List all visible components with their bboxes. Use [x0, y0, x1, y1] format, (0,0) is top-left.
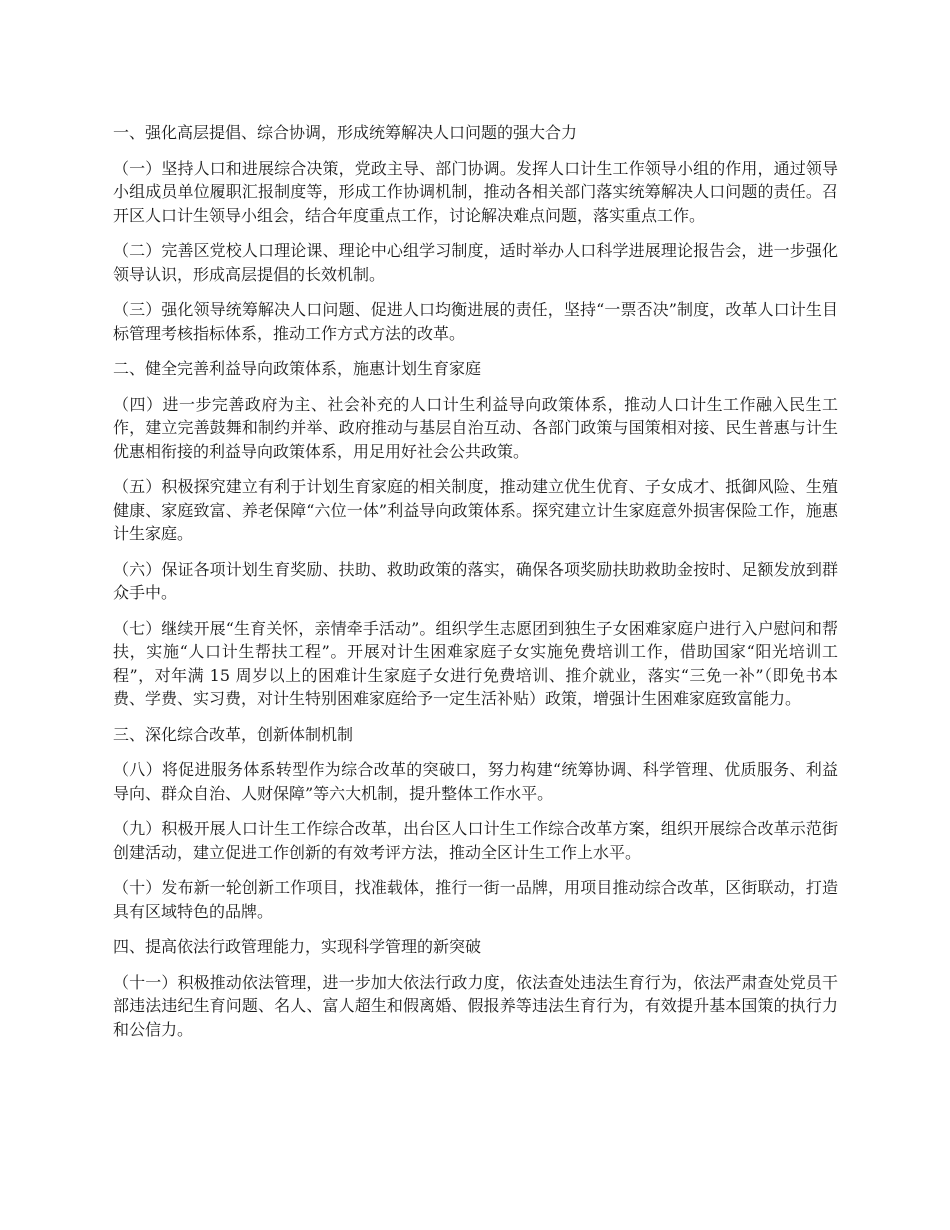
paragraph-3: （三）强化领导统筹解决人口问题、促进人口均衡进展的责任，坚持“一票否决”制度，改革人口计生目标管理考核指标体系，推动工作方式方法的改革。	[113, 300, 838, 343]
paragraph-5: （五）积极探究建立有利于计划生育家庭的相关制度，推动建立优生优育、子女成才、抵御风险、生殖健康、家庭致富、养老保障“六位一体”利益导向政策体系。探究建立计生家庭意外损害保险工作，施惠计生家庭。	[113, 477, 838, 543]
section-heading-3: 三、深化综合改革，创新体制机制	[113, 724, 354, 744]
paragraph-2: （二）完善区党校人口理论课、理论中心组学习制度，适时举办人口科学进展理论报告会，进一步强化领导认识，形成高层提倡的长效机制。	[113, 241, 838, 284]
paragraph-1: （一）坚持人口和进展综合决策，党政主导、部门协调。发挥人口计生工作领导小组的作用，通过领导小组成员单位履职汇报制度等，形成工作协调机制，推动各相关部门落实统筹解决人口问题的责任。召开区人口计生领导小组会，结合年度重点工作，讨论解决难点问题，落实重点工作。	[113, 158, 838, 225]
section-heading-1: 一、强化高层提倡、综合协调，形成统筹解决人口问题的强大合力	[113, 123, 578, 142]
paragraph-9: （九）积极开展人口计生工作综合改革，出台区人口计生工作综合改革方案，组织开展综合改革示范街创建活动，建立促进工作创新的有效考评方法，推动全区计生工作上水平。	[113, 819, 838, 862]
section-heading-2: 二、健全完善利益导向政策体系，施惠计划生育家庭	[113, 359, 482, 378]
paragraph-8: （八）将促进服务体系转型作为综合改革的突破口，努力构建“统筹协调、科学管理、优质服务、利益导向、群众自治、人财保障”等六大机制，提升整体工作水平。	[113, 760, 838, 803]
document-page	[113, 121, 838, 1053]
paragraph-4: （四）进一步完善政府为主、社会补充的人口计生利益导向政策体系，推动人口计生工作融入民生工作，建立完善鼓舞和制约并举、政府推动与基层自治互动、各部门政策与国策相对接、民生普惠与计生优惠相衔接的利益导向政策体系，用足用好社会公共政策。	[113, 394, 838, 461]
paragraph-11: （十一）积极推动依法管理，进一步加大依法行政力度，依法查处违法生育行为，依法严肃查处党员干部违法违纪生育问题、名人、富人超生和假离婚、假报养等违法生育行为，有效提升基本国策的执行力和公信力。	[113, 972, 838, 1039]
section-heading-4: 四、提高依法行政管理能力，实现科学管理的新突破	[113, 937, 482, 956]
paragraph-10: （十）发布新一轮创新工作项目，找准载体，推行一街一品牌，用项目推动综合改革，区街联动，打造具有区域特色的品牌。	[113, 878, 838, 921]
paragraph-6: （六）保证各项计划生育奖励、扶助、救助政策的落实，确保各项奖励扶助救助金按时、足额发放到群众手中。	[113, 559, 838, 602]
paragraph-7: （七）继续开展“生育关怀，亲情牵手活动”。组织学生志愿团到独生子女困难家庭户进行入户慰问和帮扶，实施“人口计生帮扶工程”。开展对计生困难家庭子女实施免费培训工作，借助国家“阳光培训工程”，对年满 15 周岁以上的困难计生家庭子女进行免费培训、推介就业，落实“三免一补”（即免书本费、学费、实习费，对计生特别困难家庭给予一定生活补贴）政策，增强计生困难家庭致富能力。	[113, 618, 838, 708]
